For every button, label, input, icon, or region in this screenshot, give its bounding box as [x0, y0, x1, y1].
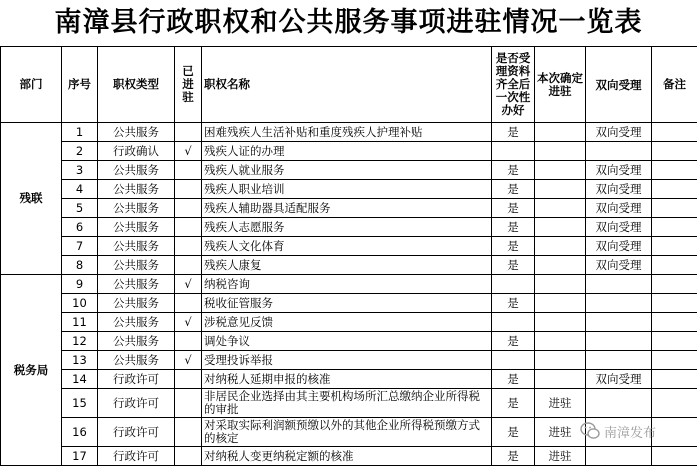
- cell-one-time: 是: [492, 256, 535, 275]
- cell-no: 7: [62, 237, 98, 256]
- cell-type: 公共服务: [98, 351, 175, 370]
- cell-one-time: 是: [492, 180, 535, 199]
- cell-this-time: 进驻: [535, 418, 586, 447]
- cell-two-way: 双向受理: [586, 370, 652, 389]
- table-row: [1, 161, 697, 180]
- cell-no: 6: [62, 218, 98, 237]
- cell-two-way: [586, 313, 652, 332]
- table-row: [1, 237, 697, 256]
- cell-type: 公共服务: [98, 275, 175, 294]
- cell-one-time: 是: [492, 447, 535, 466]
- cell-entered: [175, 389, 202, 418]
- cell-name: 涉税意见反馈: [202, 313, 492, 332]
- cell-one-time: 是: [492, 370, 535, 389]
- cell-type: 公共服务: [98, 256, 175, 275]
- cell-one-time: 是: [492, 199, 535, 218]
- cell-one-time: [492, 351, 535, 370]
- table-row: [1, 294, 697, 313]
- header-row: [1, 47, 697, 123]
- cell-one-time: 是: [492, 218, 535, 237]
- cell-this-time: [535, 275, 586, 294]
- services-table: [0, 46, 697, 466]
- cell-entered: √: [175, 142, 202, 161]
- cell-type: 公共服务: [98, 199, 175, 218]
- cell-note: [652, 418, 697, 447]
- cell-no: 11: [62, 313, 98, 332]
- cell-this-time: [535, 313, 586, 332]
- cell-name: 残疾人就业服务: [202, 161, 492, 180]
- table-row: [1, 370, 697, 389]
- watermark-text: 南漳发布: [604, 422, 656, 441]
- table-row: [1, 142, 697, 161]
- table-row: [1, 351, 697, 370]
- table-row: [1, 389, 697, 418]
- cell-type: 行政确认: [98, 142, 175, 161]
- cell-no: 14: [62, 370, 98, 389]
- cell-no: 2: [62, 142, 98, 161]
- cell-two-way: [586, 447, 652, 466]
- cell-two-way: 双向受理: [586, 218, 652, 237]
- header-one-time: 是否受理资料齐全后一次性办好: [492, 47, 535, 123]
- cell-entered: [175, 237, 202, 256]
- cell-this-time: [535, 256, 586, 275]
- cell-no: 1: [62, 123, 98, 142]
- cell-entered: [175, 199, 202, 218]
- header-note: 备注: [652, 47, 697, 123]
- cell-name: 调处争议: [202, 332, 492, 351]
- cell-two-way: 双向受理: [586, 237, 652, 256]
- cell-note: [652, 218, 697, 237]
- cell-this-time: [535, 218, 586, 237]
- cell-entered: [175, 294, 202, 313]
- cell-no: 3: [62, 161, 98, 180]
- cell-one-time: 是: [492, 418, 535, 447]
- cell-type: 行政许可: [98, 370, 175, 389]
- cell-entered: [175, 332, 202, 351]
- cell-note: [652, 142, 697, 161]
- cell-one-time: [492, 313, 535, 332]
- header-no: 序号: [62, 47, 98, 123]
- dept-cell: 残联: [1, 123, 62, 275]
- cell-this-time: 进驻: [535, 389, 586, 418]
- cell-this-time: [535, 142, 586, 161]
- cell-no: 8: [62, 256, 98, 275]
- cell-entered: [175, 370, 202, 389]
- cell-note: [652, 294, 697, 313]
- cell-name: 对采取实际利润额预缴以外的其他企业所得税预缴方式的核定: [202, 418, 492, 447]
- cell-type: 行政许可: [98, 418, 175, 447]
- cell-two-way: 双向受理: [586, 123, 652, 142]
- cell-name: 对纳税人变更纳税定额的核准: [202, 447, 492, 466]
- cell-two-way: 双向受理: [586, 256, 652, 275]
- cell-type: 公共服务: [98, 313, 175, 332]
- cell-entered: √: [175, 275, 202, 294]
- cell-note: [652, 199, 697, 218]
- cell-name: 残疾人证的办理: [202, 142, 492, 161]
- cell-this-time: [535, 199, 586, 218]
- header-two-way: 双向受理: [586, 47, 652, 123]
- cell-name: 残疾人志愿服务: [202, 218, 492, 237]
- cell-note: [652, 161, 697, 180]
- cell-no: 13: [62, 351, 98, 370]
- cell-this-time: [535, 294, 586, 313]
- cell-type: 公共服务: [98, 218, 175, 237]
- table-row: [1, 447, 697, 466]
- dept-cell: 税务局: [1, 275, 62, 466]
- cell-this-time: [535, 161, 586, 180]
- cell-entered: [175, 256, 202, 275]
- table-row: [1, 218, 697, 237]
- cell-name: 税收征管服务: [202, 294, 492, 313]
- cell-type: 公共服务: [98, 332, 175, 351]
- cell-two-way: 双向受理: [586, 161, 652, 180]
- cell-no: 17: [62, 447, 98, 466]
- cell-no: 5: [62, 199, 98, 218]
- cell-type: 公共服务: [98, 294, 175, 313]
- cell-note: [652, 180, 697, 199]
- table-row: [1, 256, 697, 275]
- wechat-icon: [580, 422, 600, 440]
- cell-entered: [175, 123, 202, 142]
- cell-name: 残疾人辅助器具适配服务: [202, 199, 492, 218]
- header-entered: 已进驻: [175, 47, 202, 123]
- cell-entered: √: [175, 313, 202, 332]
- cell-two-way: [586, 142, 652, 161]
- header-type: 职权类型: [98, 47, 175, 123]
- cell-this-time: 进驻: [535, 447, 586, 466]
- cell-entered: [175, 447, 202, 466]
- cell-one-time: 是: [492, 332, 535, 351]
- cell-one-time: 是: [492, 161, 535, 180]
- cell-no: 12: [62, 332, 98, 351]
- cell-two-way: 双向受理: [586, 180, 652, 199]
- table-row: [1, 199, 697, 218]
- table-row: [1, 180, 697, 199]
- cell-type: 公共服务: [98, 161, 175, 180]
- cell-two-way: [586, 275, 652, 294]
- cell-entered: [175, 418, 202, 447]
- cell-type: 行政许可: [98, 389, 175, 418]
- cell-entered: √: [175, 351, 202, 370]
- table-row: [1, 313, 697, 332]
- cell-no: 15: [62, 389, 98, 418]
- page-title: 南漳县行政职权和公共服务事项进驻情况一览表: [0, 0, 697, 46]
- watermark: [580, 420, 656, 442]
- cell-name: 对纳税人延期申报的核准: [202, 370, 492, 389]
- cell-two-way: [586, 389, 652, 418]
- cell-one-time: 是: [492, 389, 535, 418]
- header-this-time: 本次确定进驻: [535, 47, 586, 123]
- cell-this-time: [535, 351, 586, 370]
- cell-this-time: [535, 180, 586, 199]
- cell-no: 10: [62, 294, 98, 313]
- cell-name: 非居民企业选择由其主要机构场所汇总缴纳企业所得税的审批: [202, 389, 492, 418]
- cell-two-way: [586, 294, 652, 313]
- cell-one-time: 是: [492, 123, 535, 142]
- cell-name: 困难残疾人生活补贴和重度残疾人护理补贴: [202, 123, 492, 142]
- cell-entered: [175, 180, 202, 199]
- cell-no: 9: [62, 275, 98, 294]
- cell-note: [652, 256, 697, 275]
- cell-note: [652, 123, 697, 142]
- cell-two-way: [586, 332, 652, 351]
- cell-note: [652, 370, 697, 389]
- cell-one-time: 是: [492, 294, 535, 313]
- cell-name: 残疾人职业培训: [202, 180, 492, 199]
- cell-name: 受理投诉举报: [202, 351, 492, 370]
- cell-entered: [175, 161, 202, 180]
- cell-note: [652, 447, 697, 466]
- cell-type: 公共服务: [98, 180, 175, 199]
- cell-name: 残疾人文化体育: [202, 237, 492, 256]
- cell-note: [652, 332, 697, 351]
- cell-note: [652, 389, 697, 418]
- cell-this-time: [535, 237, 586, 256]
- header-name: 职权名称: [202, 47, 492, 123]
- cell-note: [652, 313, 697, 332]
- cell-two-way: 双向受理: [586, 199, 652, 218]
- cell-type: 行政许可: [98, 447, 175, 466]
- cell-note: [652, 237, 697, 256]
- cell-one-time: [492, 275, 535, 294]
- cell-this-time: [535, 370, 586, 389]
- cell-type: 公共服务: [98, 237, 175, 256]
- cell-name: 纳税咨询: [202, 275, 492, 294]
- cell-note: [652, 275, 697, 294]
- header-dept: 部门: [1, 47, 62, 123]
- table-row: [1, 332, 697, 351]
- cell-no: 4: [62, 180, 98, 199]
- cell-two-way: [586, 351, 652, 370]
- cell-one-time: 是: [492, 237, 535, 256]
- table-row: [1, 275, 697, 294]
- cell-this-time: [535, 332, 586, 351]
- cell-type: 公共服务: [98, 123, 175, 142]
- cell-no: 16: [62, 418, 98, 447]
- cell-this-time: [535, 123, 586, 142]
- table-body: [1, 123, 697, 466]
- cell-note: [652, 351, 697, 370]
- cell-name: 残疾人康复: [202, 256, 492, 275]
- cell-one-time: [492, 142, 535, 161]
- cell-entered: [175, 218, 202, 237]
- table-row: [1, 123, 697, 142]
